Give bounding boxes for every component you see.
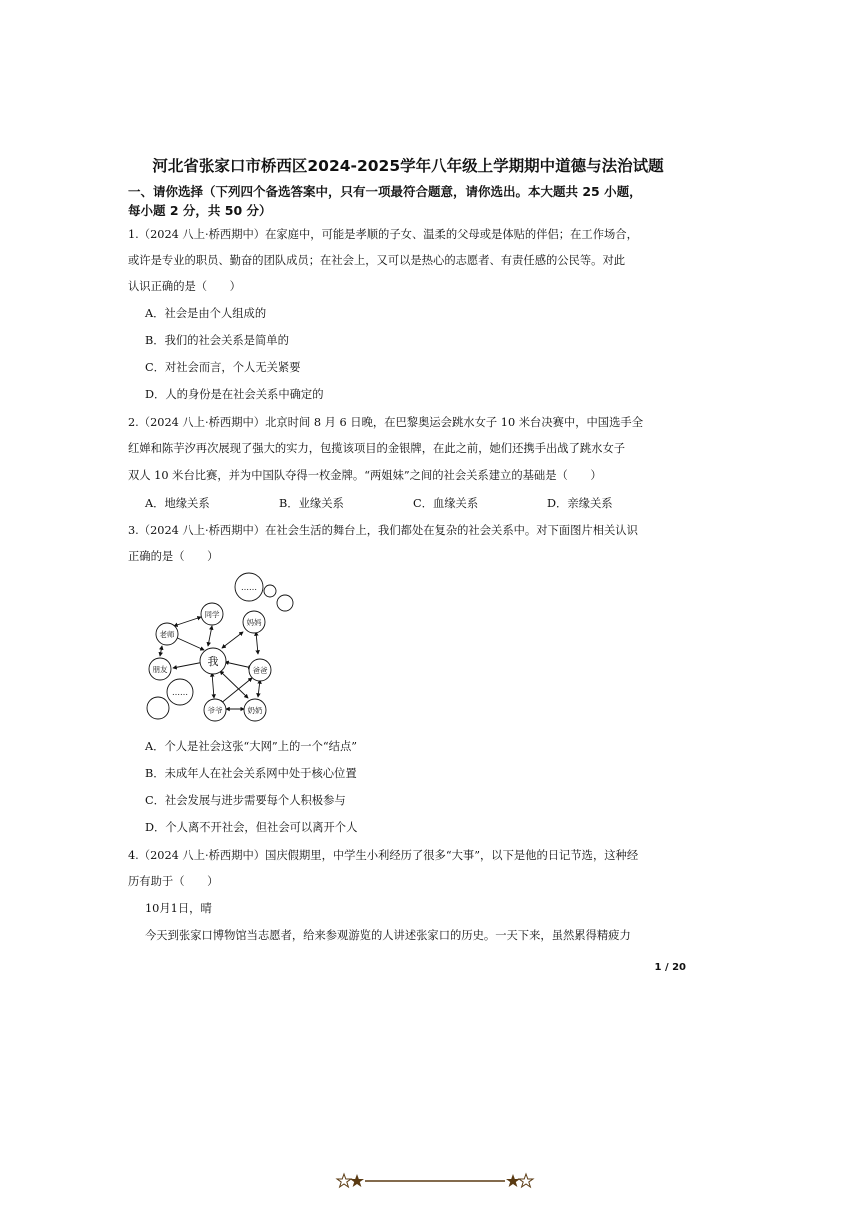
q1-option-c: C．对社会而言，个人无关紧要 — [145, 361, 301, 374]
label-teacher: 老师 — [159, 630, 175, 639]
label-ellipsis-top: …… — [241, 583, 257, 592]
star-filled-icon — [506, 1174, 520, 1187]
q4-line-2: 历有助于（ ） — [128, 875, 219, 888]
section-heading — [128, 182, 688, 220]
q4-line-1: 4.（2024 八上·桥西期中）国庆假期里，中学生小利经历了很多“大事”，以下是他的日记节选，这种经 — [128, 849, 639, 862]
q3-line-2: 正确的是（ ） — [128, 550, 219, 563]
link-mother-father — [256, 632, 258, 654]
label-ellipsis-left: …… — [172, 688, 188, 697]
q4-diary-paragraph: 今天到张家口博物馆当志愿者，给来参观游览的人讲述张家口的历史。一天下来，虽然累得精疲力 — [145, 929, 631, 942]
small-bubble-top-1 — [264, 585, 276, 597]
page-number: 1 / 20 — [654, 962, 686, 973]
section-heading-line-2: 每小题 2 分，共 50 分） — [128, 203, 272, 218]
q1-line-2: 或许是专业的职员、勤奋的团队成员；在社会上，又可以是热心的志愿者、有责任感的公民等。对此 — [128, 254, 626, 267]
label-classmate: 同学 — [204, 610, 220, 619]
q3-option-c: C．社会发展与进步需要每个人积极参与 — [145, 794, 346, 807]
q2-options — [145, 495, 685, 511]
q2-option-b: B．业缘关系 — [279, 497, 344, 510]
q1-option-a: A．社会是由个人组成的 — [145, 307, 267, 320]
q2-option-c: C．血缘关系 — [413, 497, 479, 510]
q1-line-1: 1.（2024 八上·桥西期中）在家庭中，可能是孝顺的子女、温柔的父母或是体贴的伴侣；在工作场合， — [128, 228, 638, 241]
label-friend: 朋友 — [152, 665, 168, 674]
label-mother: 妈妈 — [246, 618, 262, 627]
link-father-grandpa — [220, 678, 252, 704]
footer-ornament — [335, 1170, 535, 1192]
q2-line-3: 双人 10 米台比赛，并为中国队夺得一枚金牌。“两姐妹”之间的社会关系建立的基础是（ ） — [128, 469, 602, 482]
page-title: 河北省张家口市桥西区2024-2025学年八年级上学期期中道德与法治试题 — [152, 157, 664, 175]
q1-option-b: B．我们的社会关系是简单的 — [145, 334, 289, 347]
q2-line-2: 红婵和陈芋汐再次展现了强大的实力，包揽该项目的金银牌，在此之前，她们还携手出战了跳水女子 — [128, 442, 626, 455]
q2-option-a: A．地缘关系 — [145, 497, 210, 510]
link-me-grandpa — [212, 673, 214, 698]
small-bubble-top-2 — [277, 595, 293, 611]
star-outline-icon — [519, 1174, 533, 1187]
q2-line-1: 2.（2024 八上·桥西期中）北京时间 8 月 6 日晚，在巴黎奥运会跳水女子 10 米台决赛中，中国选手全 — [128, 416, 643, 429]
star-filled-icon — [350, 1174, 364, 1187]
q1-line-3: 认识正确的是（ ） — [128, 280, 241, 293]
footer-stars-right — [506, 1174, 533, 1187]
label-grandma: 奶奶 — [247, 706, 263, 715]
label-father: 爸爸 — [252, 666, 268, 675]
empty-node-left — [147, 697, 169, 719]
q4-diary-date: 10月1日，晴 — [145, 902, 212, 915]
link-me-friend — [173, 662, 204, 668]
label-me: 我 — [207, 655, 219, 668]
section-heading-line-1: 一、请你选择（下列四个备选答案中，只有一项最符合题意，请你选出。本大题共 25 小题， — [128, 184, 642, 199]
link-me-mother — [222, 632, 243, 648]
q3-line-1: 3.（2024 八上·桥西期中）在社会生活的舞台上，我们都处在复杂的社会关系中。对下面图片相关认识 — [128, 524, 638, 537]
q3-option-b: B．未成年人在社会关系网中处于核心位置 — [145, 767, 357, 780]
link-teacher-friend — [160, 646, 162, 656]
footer-stars-left — [337, 1174, 364, 1187]
social-relations-diagram — [140, 570, 310, 730]
star-outline-icon — [337, 1174, 351, 1187]
q1-option-d: D．人的身份是在社会关系中确定的 — [145, 388, 324, 401]
label-grandpa: 爷爷 — [207, 706, 223, 715]
link-teacher-classmate — [174, 617, 201, 626]
link-me-father — [225, 662, 252, 668]
link-me-classmate — [208, 626, 212, 646]
link-father-grandma — [258, 680, 260, 697]
q3-option-d: D．个人离不开社会，但社会可以离开个人 — [145, 821, 358, 834]
q2-option-d: D．亲缘关系 — [547, 497, 613, 510]
q3-option-a: A．个人是社会这张“大网”上的一个“结点” — [145, 740, 358, 753]
